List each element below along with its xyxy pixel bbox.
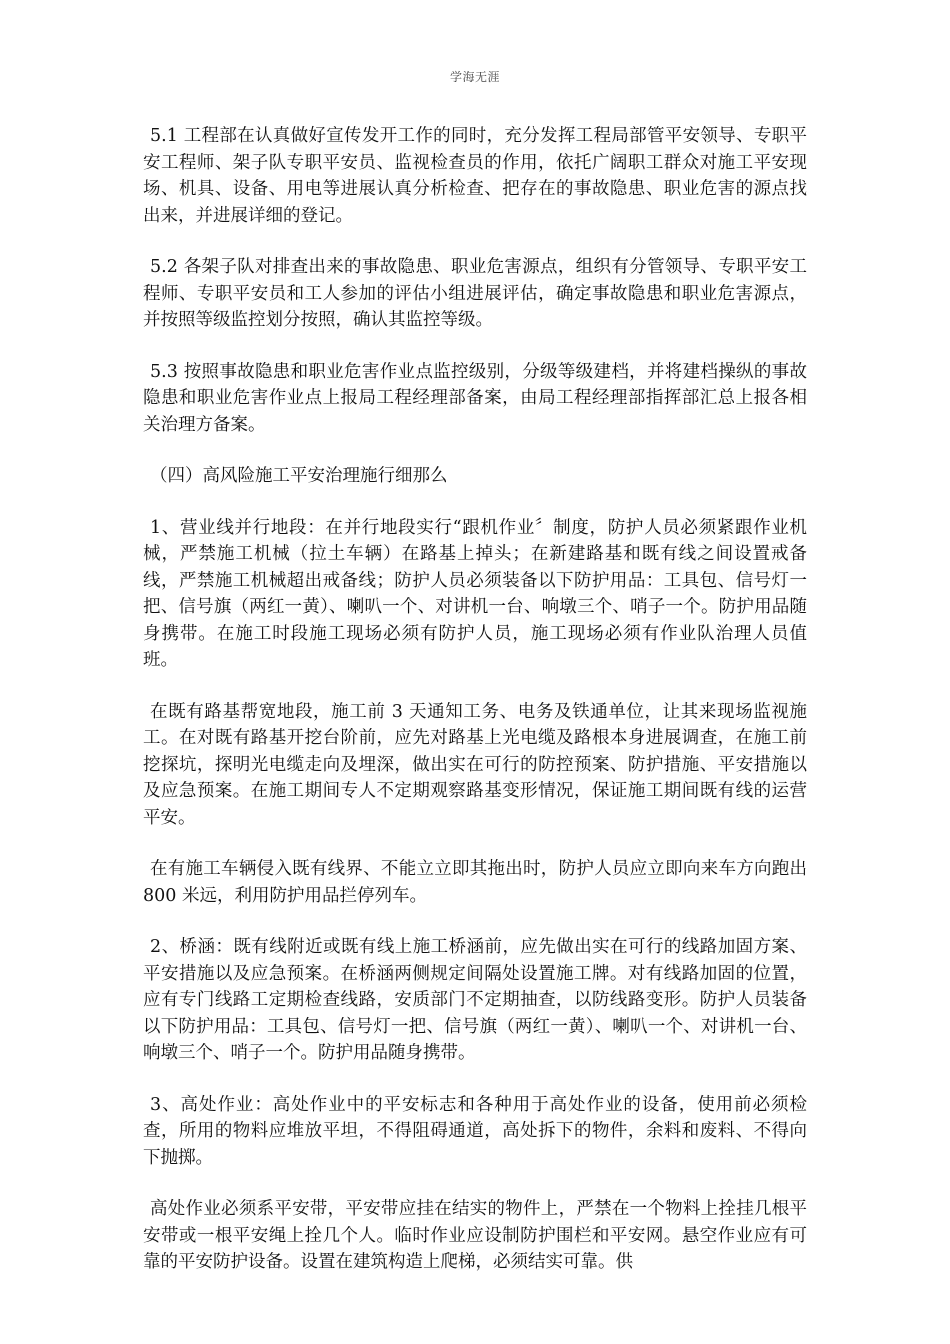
paragraph-5-2: 5.2 各架子队对排查出来的事故隐患、职业危害源点，组织有分管领导、专职平安工程师、专职平安员和工人参加的评估小组进展评估，确定事故隐患和职业危害源点，并按照等级监控划分按照，确认其监控等级。 bbox=[143, 257, 807, 330]
document-body bbox=[143, 123, 807, 1301]
page-header: 学海无涯 bbox=[449, 70, 500, 84]
paragraph-high-work: 高处作业必须系平安带，平安带应挂在结实的物件上，严禁在一个物料上拴挂几根平安带或一根平安绳上拴几个人。临时作业应设制防护围栏和平安网。悬空作业应有可靠的平安防护设备。设置在建筑构造上爬梯，必须结实可靠。供 bbox=[143, 1199, 807, 1272]
paragraph-vehicle-intrusion: 在有施工车辆侵入既有线界、不能立立即其拖出时，防护人员应立即向来车方向跑出 800 米远，利用防护用品拦停列车。 bbox=[143, 859, 807, 906]
section-heading-4: （四）高风险施工平安治理施行细那么 bbox=[150, 466, 448, 486]
paragraph-5-3: 5.3 按照事故隐患和职业危害作业点监控级别，分级等级建档，并将建档操纵的事故隐患和职业危害作业点上报局工程经理部备案，由局工程经理部指挥部汇总上报各相关治理方备案。 bbox=[143, 361, 807, 435]
paragraph-roadbed-widening: 在既有路基帮宽地段，施工前 3 天通知工务、电务及铁通单位，让其来现场监视施工。在对既有路基开挖台阶前，应先对路基上光电缆及路根本身进展调查，在施工前挖探坑，探明光电缆走向及埋深，做出实在可行的防控预案、防护措施、平安措施以及应急预案。在施工期间专人不定期观察路基变形情况，保证施工期间既有线的运营平安。 bbox=[143, 701, 807, 828]
paragraph-item-2: 2、桥涵：既有线附近或既有线上施工桥涵前，应先做出实在可行的线路加固方案、平安措施以及应急预案。在桥涵两侧规定间隔处设置施工牌。对有线路加固的位置，应有专门线路工定期检查线路，安质部门不定期抽查，以防线路变形。防护人员装备以下防护用品：工具包、信号灯一把、信号旗（两红一黄）、喇叭一个、对讲机一台、响墩三个、哨子一个。防护用品随身携带。 bbox=[143, 937, 807, 1063]
paragraph-item-3: 3、高处作业：高处作业中的平安标志和各种用于高处作业的设备，使用前必须检查，所用的物料应堆放平坦，不得阻碍通道，高处拆下的物件，余料和废料、不得向下抛掷。 bbox=[143, 1094, 807, 1168]
paragraph-5-1: 5.1 工程部在认真做好宣传发开工作的同时，充分发挥工程局部管平安领导、专职平安工程师、架子队专职平安员、监视检查员的作用，依托广阔职工群众对施工平安现场、机具、设备、用电等进展认真分析检查、把存在的事故隐患、职业危害的源点找出来，并进展详细的登记。 bbox=[143, 126, 807, 226]
paragraph-item-1: 1、营业线并行地段：在并行地段实行“跟机作业〞制度，防护人员必须紧跟作业机械，严禁施工机械（拉土车辆）在路基上掉头；在新建路基和既有线之间设置戒备线，严禁施工机械超出戒备线；防护人员必须装备以下防护用品：工具包、信号灯一把、信号旗（两红一黄）、喇叭一个、对讲机一台、响墩三个、哨子一个。防护用品随身携带。在施工时段施工现场必须有防护人员，施工现场必须有作业队治理人员值班。 bbox=[143, 517, 807, 670]
